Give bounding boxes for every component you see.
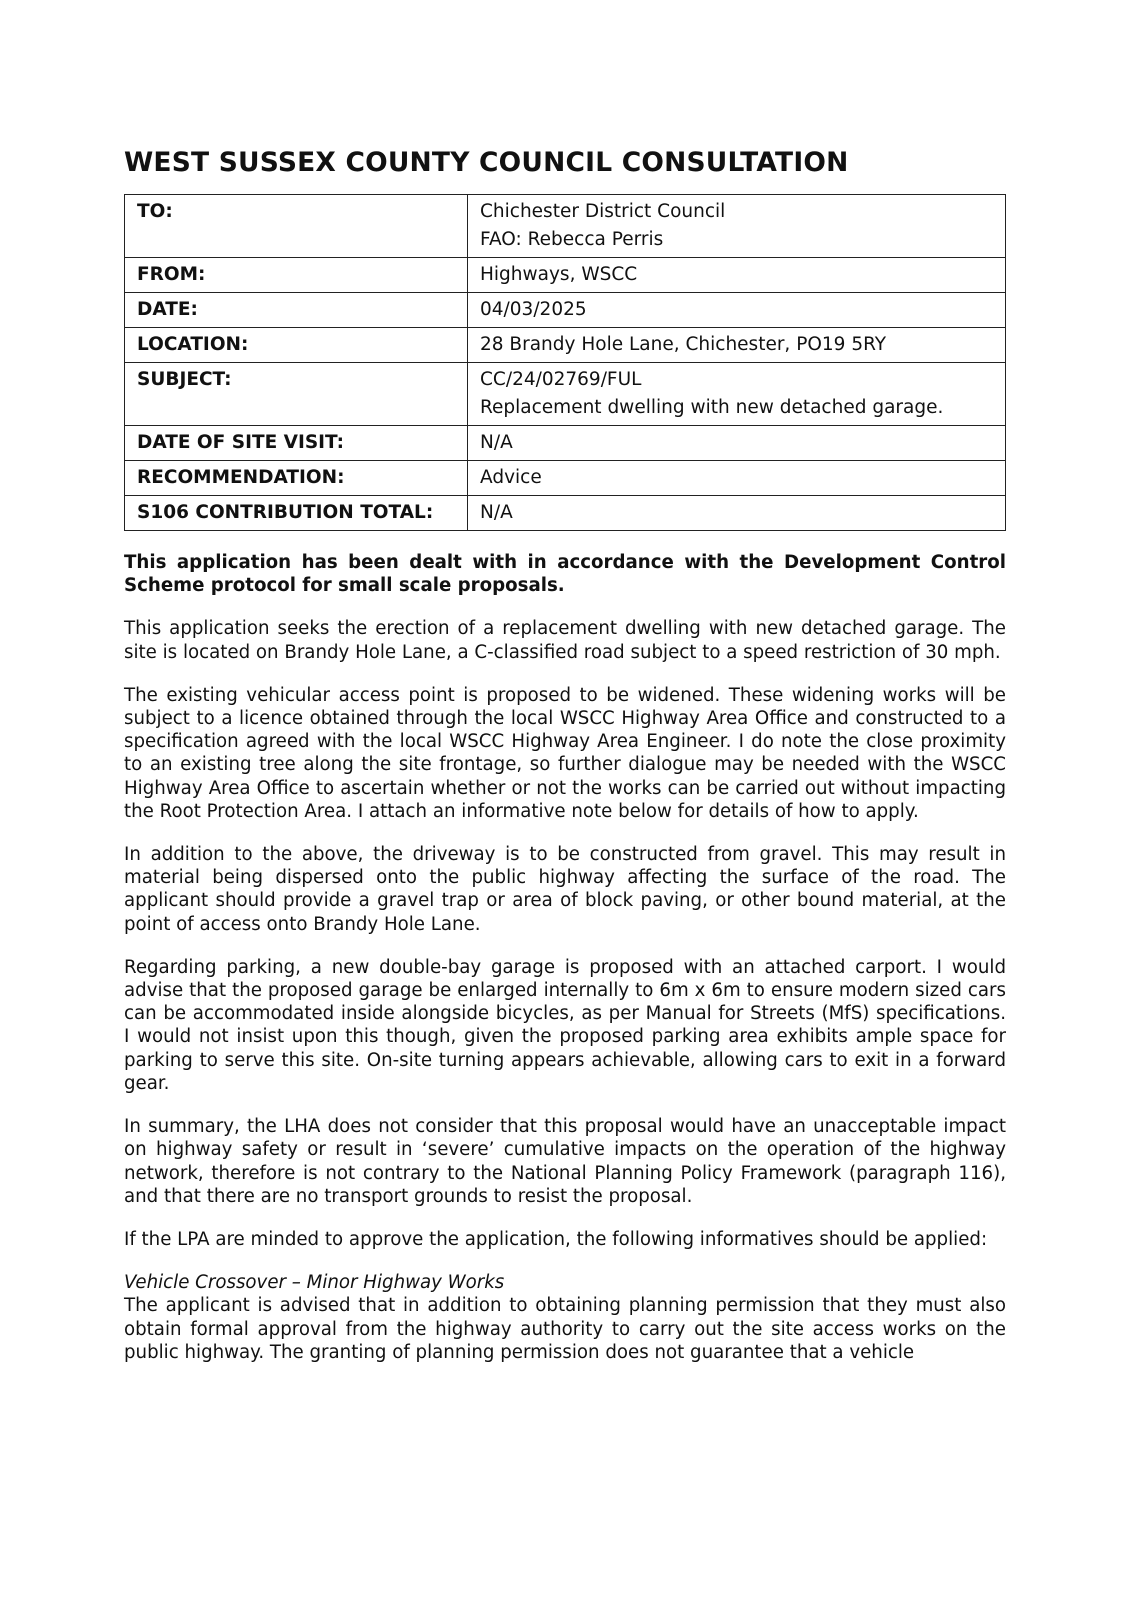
row-value	[468, 461, 1006, 496]
value-line: 28 Brandy Hole Lane, Chichester, PO19 5RY	[480, 334, 887, 356]
row-label: SUBJECT:	[125, 363, 468, 426]
table-row	[125, 195, 1006, 258]
row-value	[468, 363, 1006, 426]
row-value	[468, 328, 1006, 363]
consultation-details-table	[124, 194, 1006, 531]
row-value	[468, 195, 1006, 258]
value-line: 04/03/2025	[480, 299, 587, 321]
table-row	[125, 461, 1006, 496]
table-row	[125, 496, 1006, 531]
row-value	[468, 426, 1006, 461]
table-row	[125, 426, 1006, 461]
value-line: CC/24/02769/FUL	[480, 369, 642, 391]
value-line: N/A	[480, 432, 513, 454]
table-row	[125, 328, 1006, 363]
paragraph-informatives-intro: If the LPA are minded to approve the application, the following informatives should be applied:	[124, 1228, 988, 1250]
informative-heading: Vehicle Crossover – Minor Highway Works	[124, 1272, 505, 1294]
value-line: Advice	[480, 467, 542, 489]
value-line: N/A	[480, 502, 513, 524]
value-line: Chichester District Council	[480, 201, 726, 223]
value-line: Highways, WSCC	[480, 264, 638, 286]
row-label: DATE:	[125, 293, 468, 328]
paragraph-access: The existing vehicular access point is proposed to be widened. These widening works will be subject to a licence obtained through the local WSCC Highway Area Office and constructed to a specification agreed with the local WSCC Highway Area Engineer. I do note the close proximity to an existing tree along the site frontage, so further dialogue may be needed with the WSCC Highway Area Office to ascertain whether or not the works can be carried out without impacting the Root Protection Area. I attach an informative note below for details of how to apply.	[124, 684, 1006, 822]
row-value	[468, 496, 1006, 531]
paragraph-proposal: This application seeks the erection of a replacement dwelling with new detached garage. The site is located on Brandy Hole Lane, a C-classified road subject to a speed restriction of 30 mph.	[124, 618, 1006, 663]
row-label: DATE OF SITE VISIT:	[125, 426, 468, 461]
table-row	[125, 363, 1006, 426]
row-value	[468, 293, 1006, 328]
row-label: TO:	[125, 195, 468, 258]
document-content	[124, 146, 1006, 1364]
row-value	[468, 258, 1006, 293]
protocol-note: This application has been dealt with in accordance with the Development Control Scheme protocol for small scale proposals.	[124, 552, 1006, 597]
row-label: FROM:	[125, 258, 468, 293]
table-row	[125, 293, 1006, 328]
row-label: RECOMMENDATION:	[125, 461, 468, 496]
paragraph-summary: In summary, the LHA does not consider that this proposal would have an unacceptable impact on highway safety or result in ‘severe’ cumulative impacts on the operation of the highway network, therefore is not contrary to the National Planning Policy Framework (paragraph 116), and that there are no transport grounds to resist the proposal.	[124, 1116, 1006, 1207]
page-title: WEST SUSSEX COUNTY COUNCIL CONSULTATION	[124, 147, 849, 178]
table-row	[125, 258, 1006, 293]
value-line: FAO: Rebecca Perris	[480, 229, 664, 251]
paragraph-driveway: In addition to the above, the driveway is to be constructed from gravel. This may result in material being dispersed onto the public highway affecting the surface of the road. The applicant should provide a gravel trap or area of block paving, or other bound material, at the point of access onto Brandy Hole Lane.	[124, 844, 1006, 935]
row-label: S106 CONTRIBUTION TOTAL:	[125, 496, 468, 531]
row-label: LOCATION:	[125, 328, 468, 363]
value-line: Replacement dwelling with new detached garage.	[480, 397, 944, 419]
informative-text: The applicant is advised that in addition to obtaining planning permission that they must also obtain formal approval from the highway authority to carry out the site access works on the public highway. The granting of planning permission does not guarantee that a vehicle	[124, 1295, 1006, 1363]
paragraph-parking: Regarding parking, a new double-bay garage is proposed with an attached carport. I would advise that the proposed garage be enlarged internally to 6m x 6m to ensure modern sized cars can be accommodated inside alongside bicycles, as per Manual for Streets (MfS) specifications. I would not insist upon this though, given the proposed parking area exhibits ample space for parking to serve this site. On-site turning appears achievable, allowing cars to exit in a forward gear.	[124, 956, 1006, 1094]
